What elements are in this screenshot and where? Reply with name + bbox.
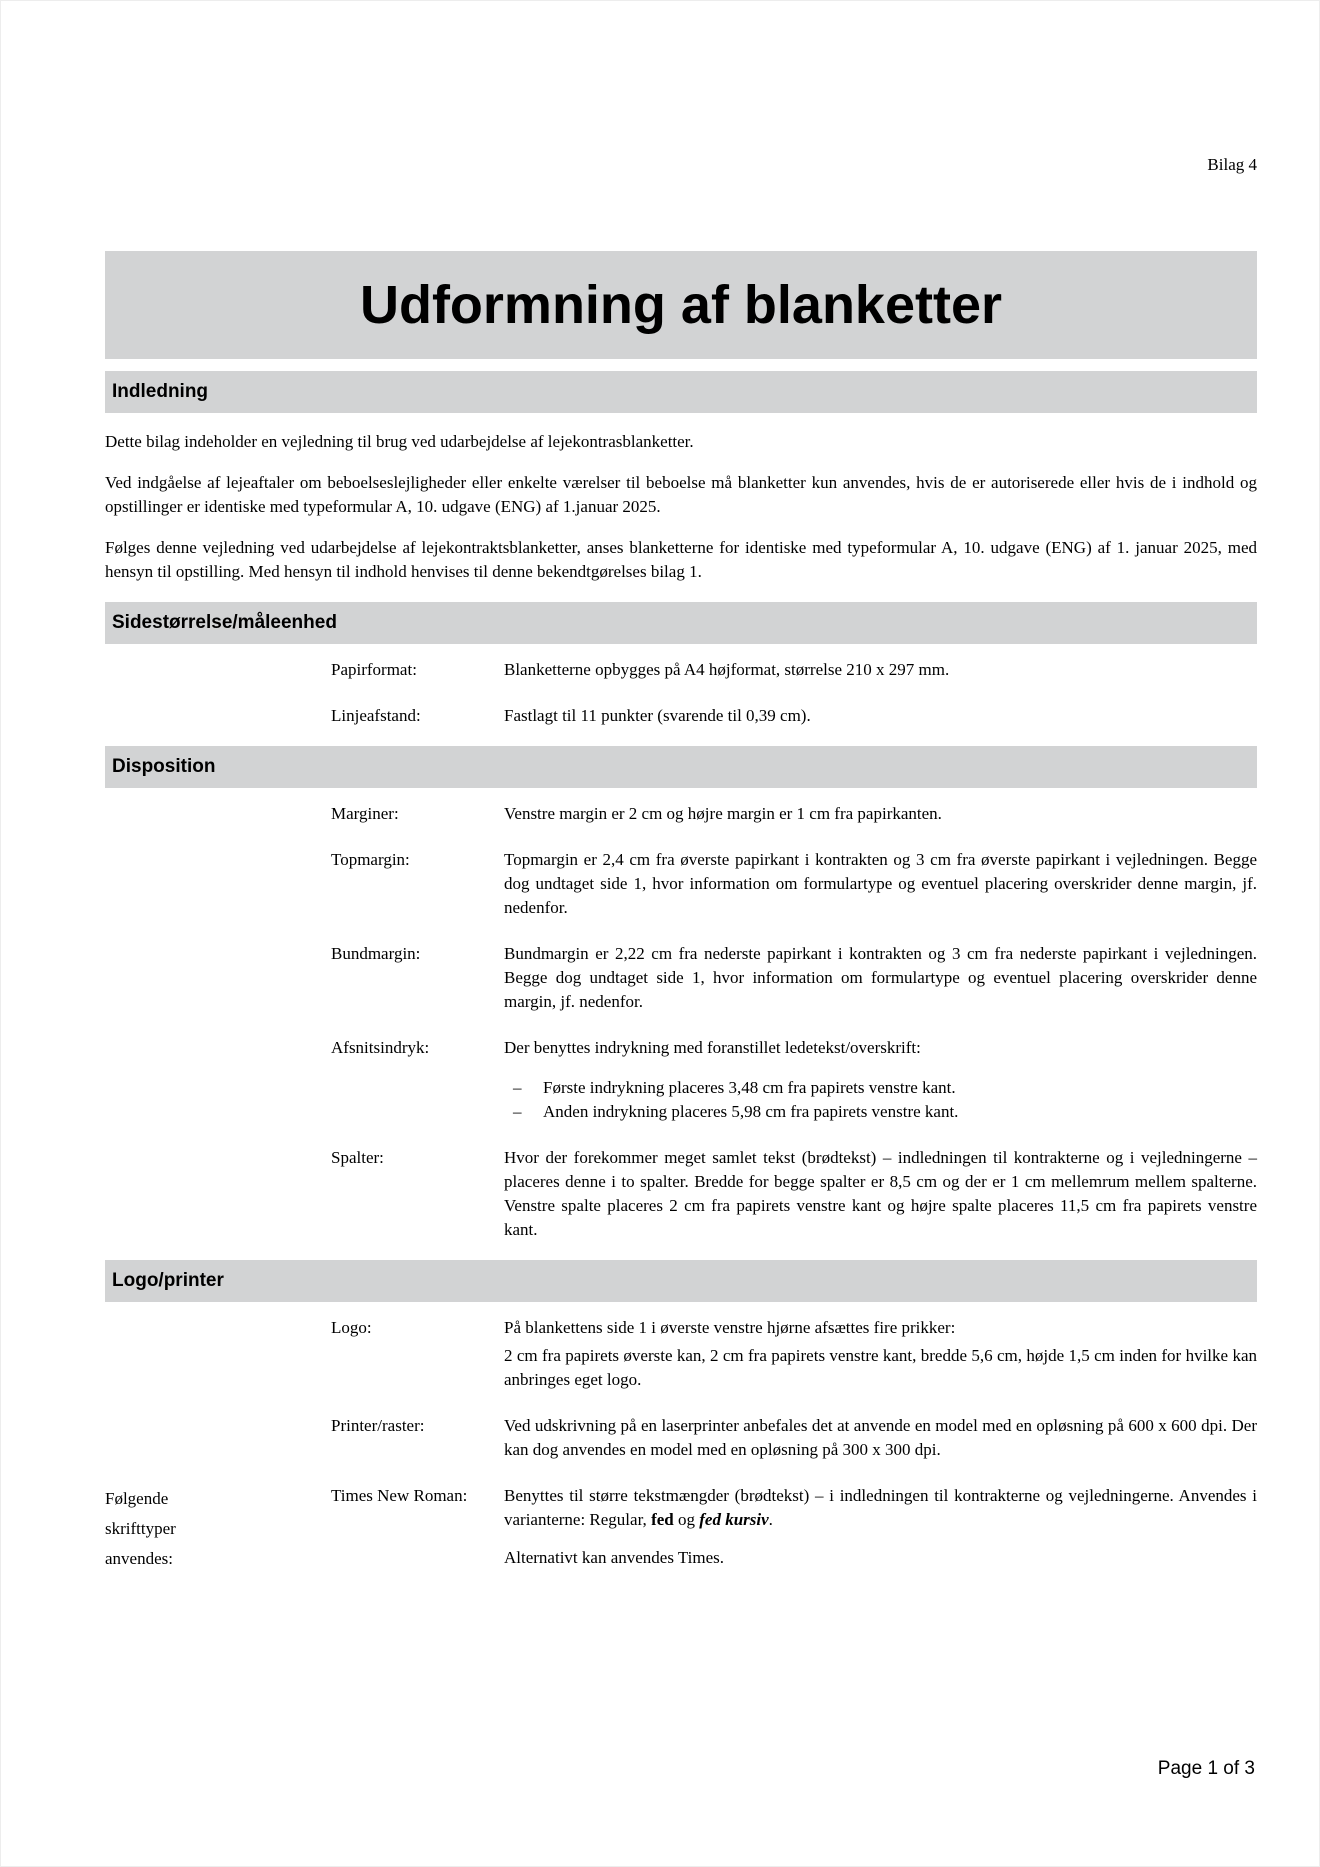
row-value-intro: På blankettens side 1 i øverste venstre hjørne afsættes fire prikker:: [504, 1318, 956, 1337]
table-row: [105, 658, 1257, 682]
row-side-spacer: [105, 1316, 331, 1392]
value-text-bold: fed: [651, 1510, 674, 1529]
table-row: [105, 848, 1257, 920]
document-content: [105, 1, 1257, 1574]
section-heading-sidestoerrelse: Sidestørrelse/måleenhed: [105, 602, 1257, 644]
row-label: Marginer:: [331, 804, 399, 823]
bullet-text: Første indrykning placeres 3,48 cm fra papirets venstre kant.: [543, 1078, 956, 1097]
table-row: [105, 942, 1257, 1014]
paragraph: Ved indgåelse af lejeaftaler om beboelseslejligheder eller enkelte værelser til beboelse må blanketter kun anvendes, hvis de er autoriserede eller hvis de i indhold og opstillinger er identiske med typeformular A, 10. udgave (ENG) af 1.januar 2025.: [105, 473, 1257, 516]
table-row: [105, 1036, 1257, 1124]
page-title: Udformning af blanketter: [105, 251, 1257, 359]
row-value: [504, 1484, 1257, 1574]
row-label: Logo:: [331, 1318, 372, 1337]
row-label: Times New Roman:: [331, 1486, 468, 1505]
row-value: Fastlagt til 11 punkter (svarende til 0,39 cm).: [504, 706, 811, 725]
bullet-list: [504, 1076, 1257, 1124]
page-number: Page 1 of 3: [1157, 1758, 1255, 1779]
table-row: [105, 802, 1257, 826]
row-side-spacer: [105, 658, 331, 682]
list-item: [504, 1100, 1257, 1124]
section-heading-indledning: Indledning: [105, 371, 1257, 413]
side-label-line: anvendes:: [105, 1549, 173, 1568]
row-side-spacer: [105, 848, 331, 920]
dash-bullet-icon: –: [513, 1102, 522, 1121]
row-side-spacer: [105, 1146, 331, 1242]
doc-label: Bilag 4: [1207, 155, 1257, 174]
row-label: Spalter:: [331, 1148, 384, 1167]
section-heading-logo-printer: Logo/printer: [105, 1260, 1257, 1302]
row-side-spacer: [105, 704, 331, 728]
table-row: [105, 1316, 1257, 1392]
bullet-text: Anden indrykning placeres 5,98 cm fra papirets venstre kant.: [543, 1102, 959, 1121]
row-value: Ved udskrivning på en laserprinter anbefales det at anvende en model med en opløsning på 600 x 600 dpi. Der kan dog anvendes en model med en opløsning på 300 x 300 dpi.: [504, 1416, 1257, 1459]
row-side-spacer: [105, 1414, 331, 1462]
row-side-spacer: [105, 1036, 331, 1124]
row-value: Blanketterne opbygges på A4 højformat, størrelse 210 x 297 mm.: [504, 660, 950, 679]
value-text: Benyttes til større tekstmængder (brødtekst) – i indledningen til kontrakterne og vejledningerne. Anvendes i varianterne: Regular,: [504, 1486, 1257, 1529]
row-label: Linjeafstand:: [331, 706, 421, 725]
list-item: [504, 1076, 1257, 1100]
row-value: Topmargin er 2,4 cm fra øverste papirkant i kontrakten og 3 cm fra øverste papirkant i vejledningen. Begge dog undtaget side 1, hvor information om formulartype og eventuel placering overskrider denne margin, jf. nedenfor.: [504, 850, 1257, 917]
row-value: [504, 1316, 1257, 1392]
row-side-label: [105, 1484, 331, 1574]
table-row: [105, 1484, 1257, 1574]
row-label: Papirformat:: [331, 660, 417, 679]
dash-bullet-icon: –: [513, 1078, 522, 1097]
table-row: [105, 1146, 1257, 1242]
value-text: .: [768, 1510, 773, 1529]
row-value: [504, 1036, 1257, 1124]
row-value-body: [504, 1484, 1257, 1532]
paragraph: Følges denne vejledning ved udarbejdelse af lejekontraktsblanketter, anses blanketterne for identiske med typeformular A, 10. udgave (ENG) af 1. januar 2025, med hensyn til opstilling. Med hensyn til indhold henvises til denne bekendtgørelses bilag 1.: [105, 538, 1257, 581]
row-label: Afsnitsindryk:: [331, 1038, 430, 1057]
row-value-alt: Alternativt kan anvendes Times.: [504, 1548, 725, 1567]
row-label: Bundmargin:: [331, 944, 421, 963]
value-text: og: [673, 1510, 700, 1529]
value-text-bold-italic: fed kursiv: [699, 1510, 769, 1529]
paragraph: Dette bilag indeholder en vejledning til brug ved udarbejdelse af lejekontrasblanketter.: [105, 432, 694, 451]
side-label-line: skrifttyper: [105, 1519, 176, 1538]
row-value-intro: Der benyttes indrykning med foranstillet ledetekst/overskrift:: [504, 1038, 921, 1057]
row-label: Topmargin:: [331, 850, 410, 869]
section-heading-disposition: Disposition: [105, 746, 1257, 788]
row-value-body: 2 cm fra papirets øverste kan, 2 cm fra papirets venstre kant, bredde 5,6 cm, højde 1,5 cm inden for hvilke kan anbringes eget logo.: [504, 1346, 1257, 1389]
side-label-line: Følgende: [105, 1489, 169, 1508]
table-row: [105, 704, 1257, 728]
row-side-spacer: [105, 942, 331, 1014]
row-side-spacer: [105, 802, 331, 826]
row-value: Bundmargin er 2,22 cm fra nederste papirkant i kontrakten og 3 cm fra nederste papirkant i vejledningen. Begge dog undtaget side 1, hvor information om formulartype og eventuel placering overskrider denne margin, jf. nedenfor.: [504, 944, 1257, 1011]
table-row: [105, 1414, 1257, 1462]
row-label: Printer/raster:: [331, 1416, 425, 1435]
row-value: Hvor der forekommer meget samlet tekst (brødtekst) – indledningen til kontrakterne og i vejledningerne – placeres denne i to spalter. Bredde for begge spalter er 8,5 cm og der er 1 cm mellemrum mellem spalterne. Venstre spalte placeres 2 cm fra papirets venstre kant og højre spalte placeres 11,5 cm fra papirets venstre kant.: [504, 1148, 1257, 1239]
row-value: Venstre margin er 2 cm og højre margin er 1 cm fra papirkanten.: [504, 804, 942, 823]
